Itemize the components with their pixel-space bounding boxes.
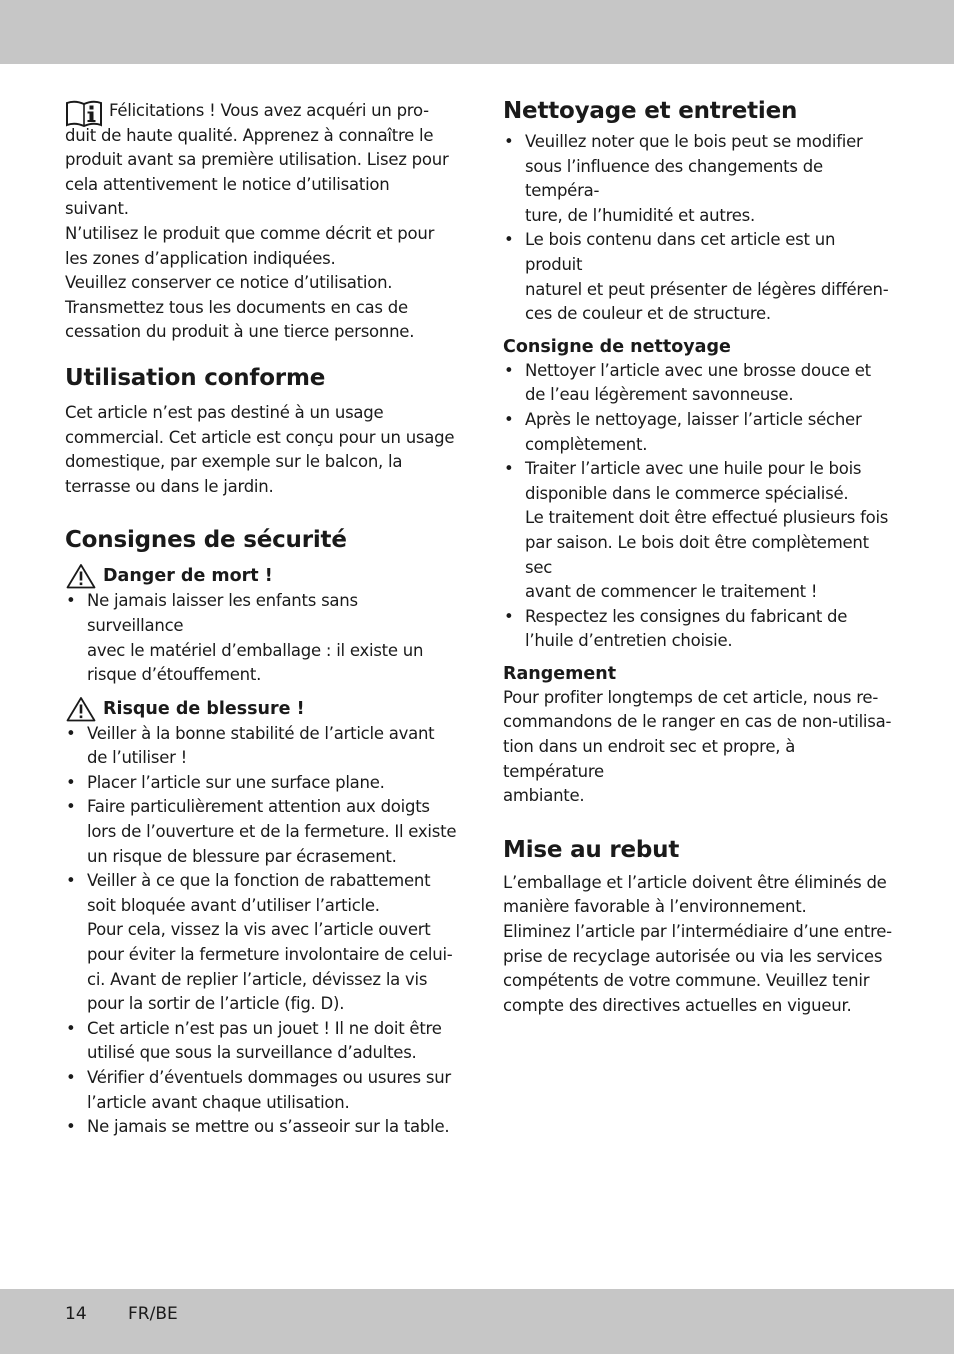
danger-title: Danger de mort ! — [103, 566, 273, 587]
section-heading-securite: Consignes de sécurité — [65, 527, 347, 554]
blessure-title: Risque de blessure ! — [103, 698, 305, 719]
intro-text: Félicitations ! Vous avez acquéri un pro- duit de haute qualité. Apprenez à connaître le produit avant sa première utilisation. Lisez pour cela attentivement le notice d’utilisation suivant. N’utilisez le produit que comme décrit et pour les zones d’application indiquées. Veuillez conserver ce notice d’utilisation. Transmettez tous les documents en cas de cessation du produit à une tierce personne. — [65, 101, 449, 342]
list-item: • Veiller à la bonne stabilité de l’article avant de l’utiliser ! — [66, 723, 435, 768]
list-item: • Cet article n’est pas un jouet ! Il ne doit être utilisé que sous la surveillance d’adultes. — [66, 1018, 442, 1063]
section-heading-rebut: Mise au rebut — [503, 836, 680, 863]
danger-list — [65, 589, 457, 687]
danger-heading — [65, 563, 457, 589]
blessure-list — [65, 722, 457, 1140]
locale-label: FR/BE — [128, 1304, 178, 1324]
bullet: • — [504, 459, 514, 479]
bullet: • — [504, 132, 514, 151]
list-item: • Le bois contenu dans cet article est un produit naturel et peut présenter de légères différen- ces de couleur et de structure. — [504, 230, 889, 324]
bullet: • — [504, 606, 514, 626]
bullet: • — [66, 1018, 76, 1038]
list-item: • Respectez les consignes du fabricant de l’huile d’entretien choisie. — [504, 606, 848, 651]
left-column — [65, 96, 457, 1140]
bullet: • — [66, 591, 76, 611]
bullet: • — [504, 360, 514, 380]
header-band — [0, 0, 954, 64]
right-column — [503, 96, 895, 1018]
warning-triangle-icon — [66, 696, 96, 722]
warning-triangle-icon — [66, 563, 96, 589]
list-item: • Ne jamais se mettre ou s’asseoir sur la table. — [65, 1115, 457, 1140]
list-item: • Veiller à ce que la fonction de rabattement soit bloquée avant d’utiliser l’article. Pour cela, vissez la vis avec l’article ouvert pour éviter la fermeture involontaire de celui- ci. Avant de replier l’article, dévissez la vis pour la sortir de l’article (fig. D). — [66, 871, 453, 1014]
bullet: • — [66, 772, 76, 792]
rebut-text: L’emballage et l’article doivent être éliminés de manière favorable à l’environnement. Eliminez l’article par l’intermédiaire d’une entre- prise de recyclage autorisée ou via les services compétents de votre commune. Veuillez tenir compte des directives actuelles en vigueur. — [503, 872, 892, 1015]
list-item: • Vérifier d’éventuels dommages ou usures sur l’article avant chaque utilisation. — [66, 1068, 451, 1112]
section-heading-nettoyage: Nettoyage et entretien — [503, 98, 798, 124]
rangement-text: Pour profiter longtemps de cet article, nous re- commandons de le ranger en cas de non-utilisa- tion dans un endroit sec et propre, à température ambiante. — [503, 687, 892, 806]
list-item: • Nettoyer l’article avec une brosse douce et de l’eau légèrement savonneuse. — [504, 360, 871, 405]
bullet: • — [66, 871, 76, 891]
list-item: • Ne jamais laisser les enfants sans surveillance avec le matériel d’emballage : il existe un risque d’étouffement. — [66, 591, 424, 685]
consigne-title: Consigne de nettoyage — [503, 336, 731, 357]
bullet: • — [66, 797, 76, 817]
blessure-heading — [65, 696, 457, 722]
manual-info-icon — [65, 99, 103, 129]
section-heading-utilisation: Utilisation conforme — [65, 364, 326, 391]
nettoyage-list — [503, 130, 895, 327]
rangement-title: Rangement — [503, 663, 617, 684]
bullet: • — [504, 230, 514, 250]
intro-block — [65, 99, 457, 345]
list-item: • Traiter l’article avec une huile pour le bois disponible dans le commerce spécialisé. Le traitement doit être effectué plusieurs fois par saison. Le bois doit être complètement sec avant de commencer le traitement ! — [504, 459, 889, 602]
bullet: • — [66, 1117, 76, 1137]
list-item: • Faire particulièrement attention aux doigts lors de l’ouverture et de la fermeture. Il existe un risque de blessure par écrasement. — [66, 797, 457, 866]
page-number: 14 — [65, 1304, 87, 1324]
list-item: • Veuillez noter que le bois peut se modifier sous l’influence des changements de tempéra- ture, de l’humidité et autres. — [504, 132, 863, 225]
bullet: • — [66, 1068, 76, 1087]
consigne-list — [503, 359, 895, 654]
bullet: • — [504, 409, 514, 429]
utilisation-text: Cet article n’est pas destiné à un usage commercial. Cet article est conçu pour un usage domestique, par exemple sur le balcon, la terrasse ou dans le jardin. — [65, 402, 455, 496]
bullet: • — [66, 723, 76, 743]
list-item: • Placer l’article sur une surface plane. — [65, 771, 457, 796]
list-item: • Après le nettoyage, laisser l’article sécher complètement. — [504, 409, 862, 454]
